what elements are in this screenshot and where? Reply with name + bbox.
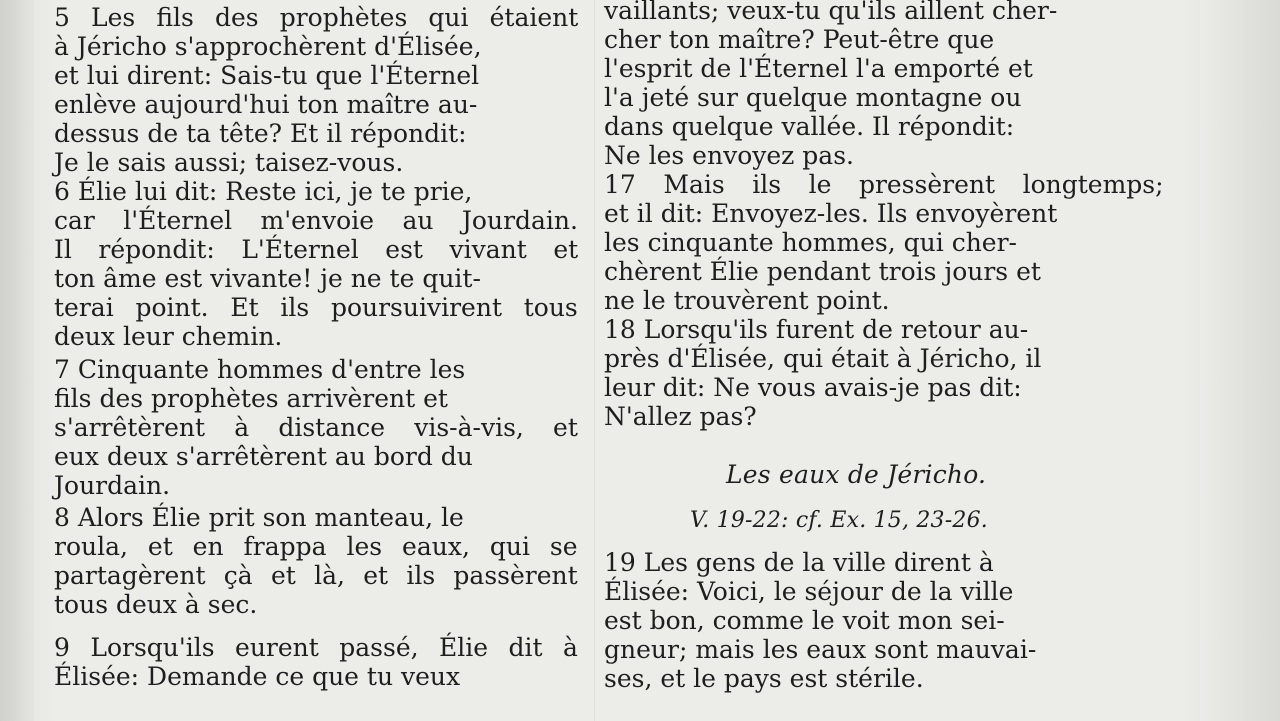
text-line: Ne les envoyez pas. [604,141,854,170]
text-line: l'esprit de l'Éternel l'a emporté et [604,54,1033,83]
text-line: chèrent Élie pendant trois jours et [604,257,1041,286]
cross-reference: V. 19-22: cf. Ex. 15, 23-26. [690,508,988,533]
text-line: 19 Les gens de la ville dirent à [604,548,994,577]
text-line: fils des prophètes arrivèrent et [54,384,448,413]
text-line: N'allez pas? [604,402,757,431]
text-line: car l'Éternel m'envoie au Jourdain. [54,206,578,235]
text-line: tous deux à sec. [54,590,258,619]
text-line: cher ton maître? Peut-être que [604,25,995,54]
text-line: à Jéricho s'approchèrent d'Élisée, [54,32,482,61]
text-line: 18 Lorsqu'ils furent de retour au- [604,315,1029,344]
text-line: Je le sais aussi; taisez-vous. [54,148,404,177]
text-line: dans quelque vallée. Il répondit: [604,112,1015,141]
text-line: les cinquante hommes, qui cher- [604,228,1017,257]
text-line: leur dit: Ne vous avais-je pas dit: [604,373,1022,402]
text-line: près d'Élisée, qui était à Jéricho, il [604,344,1042,373]
page-edge-right [1200,0,1280,721]
text-line: Élisée: Demande ce que tu veux [54,662,461,691]
text-line: 17 Mais ils le pressèrent longtemps; [604,170,1164,199]
text-line: ses, et le pays est stérile. [604,664,924,693]
text-line: eux deux s'arrêtèrent au bord du [54,442,473,471]
text-line: vaillants; veux-tu qu'ils aillent cher- [604,0,1058,25]
text-line: ton âme est vivante! je ne te quit- [54,264,481,293]
text-line: Il répondit: L'Éternel est vivant et [54,235,579,264]
text-line: et lui dirent: Sais-tu que l'Éternel [54,61,480,90]
section-heading: Les eaux de Jéricho. [726,460,987,489]
text-line: 9 Lorsqu'ils eurent passé, Élie dit à [54,633,578,662]
text-line: Élisée: Voici, le séjour de la ville [604,577,1014,606]
text-line: s'arrêtèrent à distance vis-à-vis, et [54,413,578,442]
text-line: deux leur chemin. [54,322,283,351]
text-line: Jourdain. [54,471,171,500]
text-line: 8 Alors Élie prit son manteau, le [54,503,464,532]
text-line: 6 Élie lui dit: Reste ici, je te prie, [54,177,473,206]
text-line: ne le trouvèrent point. [604,286,890,315]
text-line: partagèrent çà et là, et ils passèrent [54,561,578,590]
text-line: dessus de ta tête? Et il répondit: [54,119,467,148]
text-line: gneur; mais les eaux sont mauvai- [604,635,1037,664]
text-line: roula, et en frappa les eaux, qui se [54,532,578,561]
text-line: l'a jeté sur quelque montagne ou [604,83,1022,112]
text-line: 5 Les fils des prophètes qui étaient [54,3,579,32]
text-line: est bon, comme le voit mon sei- [604,606,1005,635]
text-line: et il dit: Envoyez-les. Ils envoyèrent [604,199,1058,228]
text-line: terai point. Et ils poursuivirent tous [54,293,578,322]
text-line: enlève aujourd'hui ton maître au- [54,90,478,119]
text-line: 7 Cinquante hommes d'entre les [54,355,466,384]
column-gutter [594,0,595,721]
page-edge-left [0,0,34,721]
